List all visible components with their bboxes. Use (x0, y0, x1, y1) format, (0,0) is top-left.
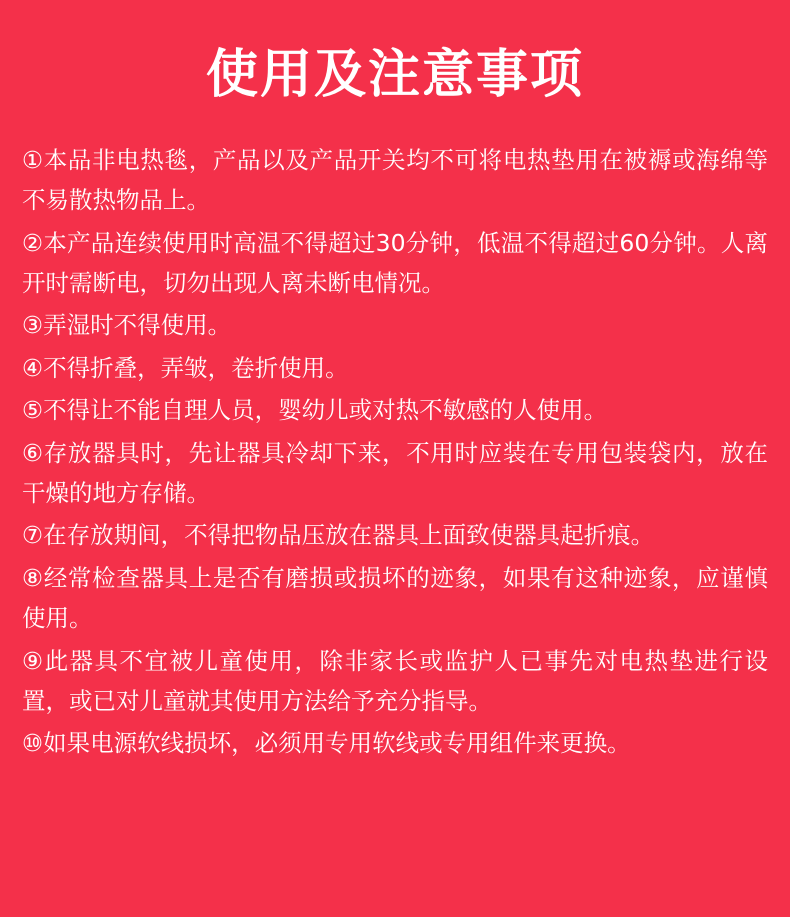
list-item: ①本品非电热毯，产品以及产品开关均不可将电热垫用在被褥或海绵等不易散热物品上。 (22, 145, 768, 215)
list-item: ⑨此器具不宜被儿童使用，除非家长或监护人已事先对电热垫进行设置，或已对儿童就其使用方法给予充分指导。 (22, 646, 768, 716)
list-item: ⑦在存放期间，不得把物品压放在器具上面致使器具起折痕。 (22, 521, 655, 550)
page-title: 使用及注意事项 (205, 45, 584, 105)
list-item: ⑩如果电源软线损坏，必须用专用软线或专用组件来更换。 (22, 729, 631, 758)
list-item: ⑧经常检查器具上是否有磨损或损坏的迹象，如果有这种迹象，应谨慎使用。 (22, 563, 768, 633)
list-item: ③弄湿时不得使用。 (22, 311, 232, 340)
list-item: ②本产品连续使用时高温不得超过30分钟，低温不得超过60分钟。人离开时需断电，切勿出现人离未断电情况。 (22, 228, 768, 298)
list-item: ⑤不得让不能自理人员，婴幼儿或对热不敏感的人使用。 (22, 396, 608, 425)
list-item: ⑥存放器具时，先让器具冷却下来，不用时应装在专用包装袋内，放在干燥的地方存储。 (22, 438, 768, 508)
notes-list (0, 106, 790, 764)
list-item: ④不得折叠，弄皱，卷折使用。 (22, 353, 349, 382)
